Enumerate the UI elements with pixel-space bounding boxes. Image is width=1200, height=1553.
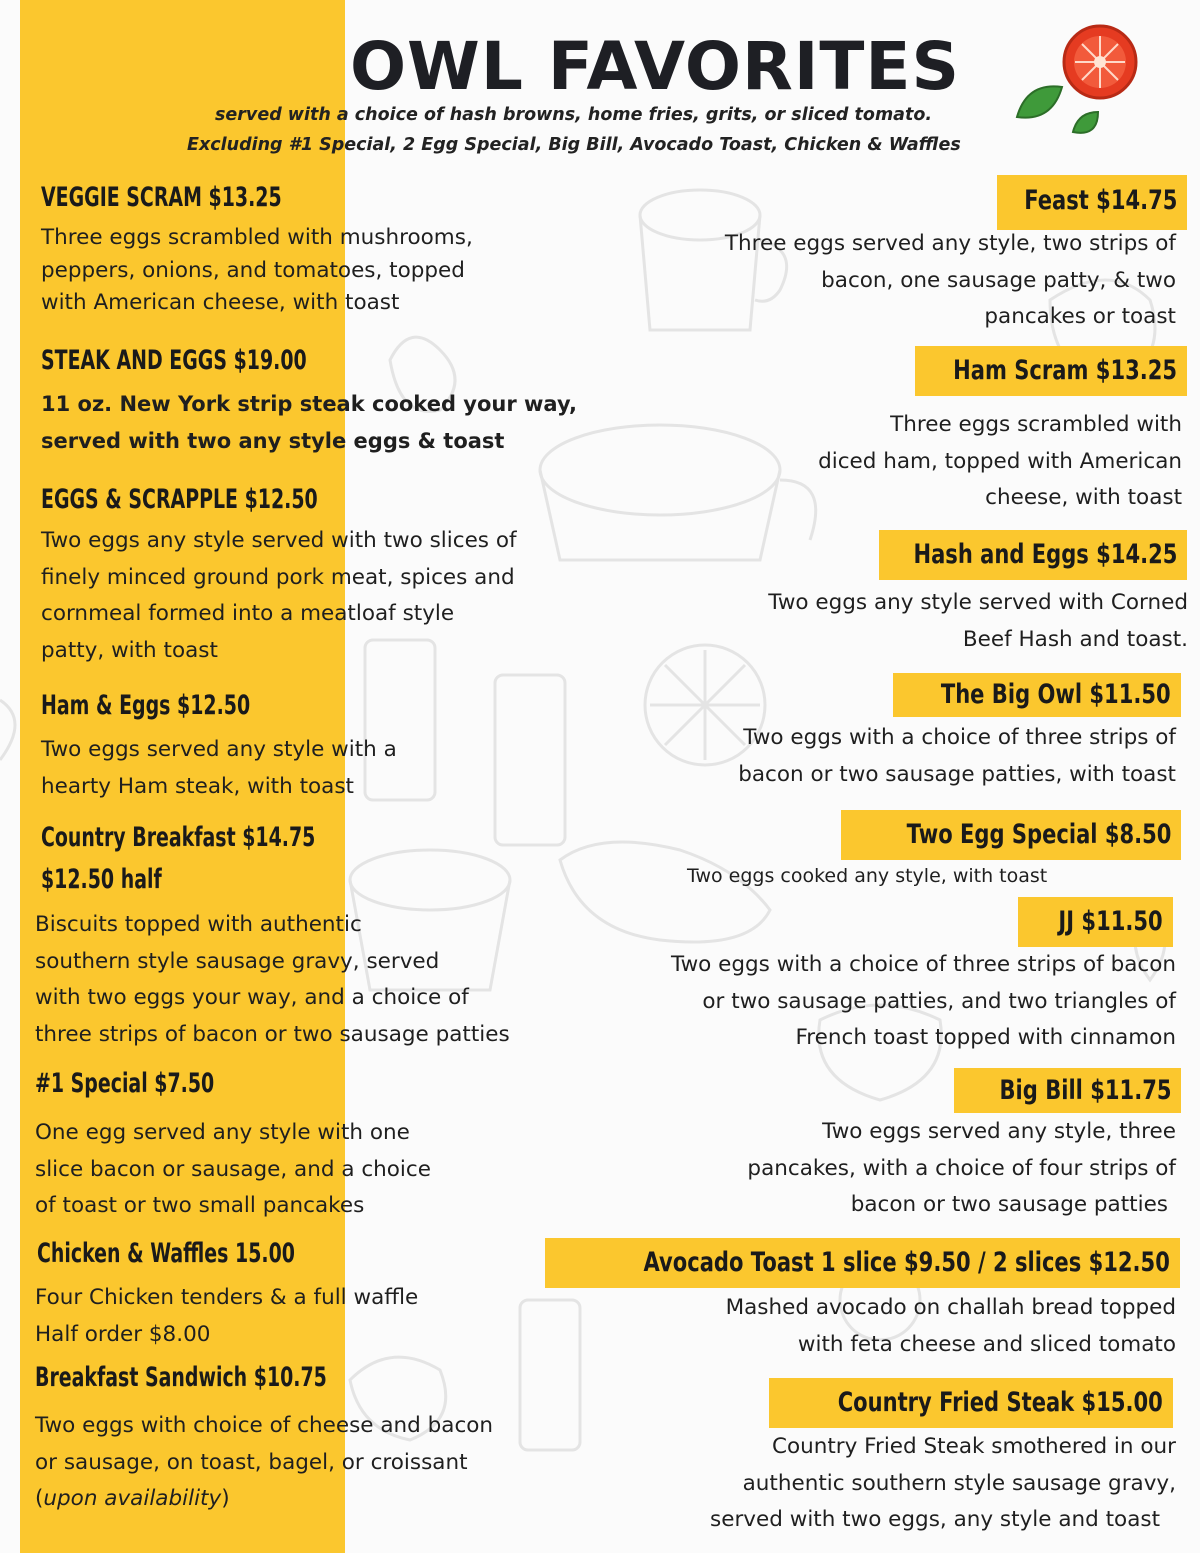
item-desc-feast xyxy=(725,226,1176,336)
desc-line: Four Chicken tenders & a full waffle xyxy=(35,1285,419,1310)
menu-title: OWL FAVORITES xyxy=(349,28,961,105)
desc-line: Two eggs any style served with Corned xyxy=(768,590,1188,615)
item-header-country-fried-steak xyxy=(769,1378,1173,1428)
item-name-big-owl: The Big Owl $11.50 xyxy=(941,679,1171,710)
desc-line: hearty Ham steak, with toast xyxy=(41,773,354,799)
desc-line: served with two any style eggs & toast xyxy=(41,428,505,453)
desc-line: or two sausage patties, and two triangles of xyxy=(702,988,1176,1014)
desc-line: Two eggs served any style, three xyxy=(822,1119,1176,1144)
item-header-big-owl xyxy=(893,673,1181,717)
desc-line: Mashed avocado on challah bread topped xyxy=(725,1295,1176,1320)
desc-line: finely minced ground pork meat, spices and xyxy=(41,564,515,590)
desc-line: Two eggs with a choice of three strips of xyxy=(743,725,1176,750)
item-name-ham-eggs: Ham & Eggs $12.50 xyxy=(41,690,251,721)
item-desc-breakfast-sandwich xyxy=(35,1408,493,1518)
item-desc-avocado-toast xyxy=(726,1290,1176,1363)
item-header-hash-and-eggs xyxy=(879,530,1187,580)
desc-line: Two eggs any style served with two slices of xyxy=(41,528,517,553)
item-desc-number-one-special xyxy=(35,1115,431,1225)
desc-line: or sausage, on toast, bagel, or croissant xyxy=(35,1449,468,1475)
item-name-jj: JJ $11.50 xyxy=(1058,906,1163,937)
item-header-avocado-toast xyxy=(545,1238,1180,1288)
item-header-big-bill xyxy=(954,1068,1181,1113)
desc-line: three strips of bacon or two sausage patties xyxy=(35,1021,510,1047)
item-desc-country-fried-steak xyxy=(710,1429,1176,1539)
item-desc-two-egg-special xyxy=(687,860,1047,892)
item-name-feast: Feast $14.75 xyxy=(1023,185,1177,216)
desc-line: Three eggs served any style, two strips of xyxy=(724,231,1176,256)
item-name-veggie-scram: VEGGIE SCRAM $13.25 xyxy=(41,182,282,213)
item-desc-hash-and-eggs xyxy=(768,585,1188,658)
desc-line: with two eggs your way, and a choice of xyxy=(35,985,469,1010)
item-name-chicken-waffles: Chicken & Waffles 15.00 xyxy=(37,1238,295,1269)
desc-line: bacon, one sausage patty, & two xyxy=(821,267,1176,293)
desc-line: Two eggs with a choice of three strips of bacon xyxy=(671,952,1176,977)
desc-line: Country Fried Steak smothered in our xyxy=(771,1434,1176,1459)
desc-line: slice bacon or sausage, and a choice xyxy=(35,1156,431,1182)
desc-line: One egg served any style with one xyxy=(35,1120,410,1145)
item-desc-eggs-scrapple xyxy=(41,523,517,669)
desc-line: cheese, with toast xyxy=(985,485,1182,510)
desc-line: Two eggs served any style with a xyxy=(41,737,397,762)
desc-line: Three eggs scrambled with mushrooms, xyxy=(41,225,473,250)
desc-line: Half order $8.00 xyxy=(35,1321,211,1347)
desc-line: French toast topped with cinnamon xyxy=(795,1025,1176,1050)
item-name-country-breakfast: Country Breakfast $14.75 xyxy=(41,822,316,853)
desc-line: bacon or two sausage patties xyxy=(850,1192,1168,1217)
desc-line: diced ham, topped with American xyxy=(818,448,1182,474)
item-desc-chicken-waffles xyxy=(35,1280,418,1353)
item-name-country-fried-steak: Country Fried Steak $15.00 xyxy=(837,1387,1163,1418)
desc-line: cornmeal formed into a meatloaf style xyxy=(41,601,455,626)
desc-line: Biscuits topped with authentic xyxy=(35,912,362,937)
item-name-eggs-scrapple: EGGS & SCRAPPLE $12.50 xyxy=(41,484,318,515)
item-desc-country-breakfast xyxy=(35,907,510,1053)
item-desc-ham-scram xyxy=(818,407,1182,517)
desc-line: of toast or two small pancakes xyxy=(35,1193,365,1218)
desc-line: Two eggs with choice of cheese and bacon xyxy=(35,1413,494,1438)
desc-line: Beef Hash and toast. xyxy=(962,626,1188,652)
subtitle-sides: served with a choice of hash browns, home fries, grits, or sliced tomato. xyxy=(215,105,933,125)
item-name-avocado-toast: Avocado Toast 1 slice $9.50 / 2 slices $12.50 xyxy=(643,1247,1170,1278)
item-name-steak-and-eggs: STEAK AND EGGS $19.00 xyxy=(41,345,307,376)
subtitle-exclusions: Excluding #1 Special, 2 Egg Special, Big Bill, Avocado Toast, Chicken & Waffles xyxy=(187,135,961,155)
item-name-country-breakfast-half: $12.50 half xyxy=(41,864,162,895)
desc-line: authentic southern style sausage gravy, xyxy=(742,1470,1176,1496)
item-desc-jj xyxy=(671,947,1176,1057)
item-desc-big-owl xyxy=(738,720,1176,793)
item-header-ham-scram xyxy=(915,346,1187,396)
item-name-ham-scram: Ham Scram $13.25 xyxy=(953,355,1177,386)
availability-text: upon availability xyxy=(43,1486,222,1511)
item-desc-veggie-scram xyxy=(41,222,473,320)
desc-line: served with two eggs, any style and toast xyxy=(710,1507,1160,1532)
desc-line: pancakes or toast xyxy=(984,304,1176,329)
desc-line: Three eggs scrambled with xyxy=(890,412,1182,437)
item-name-number-one-special: #1 Special $7.50 xyxy=(35,1068,215,1099)
item-desc-big-bill xyxy=(747,1114,1176,1224)
item-header-two-egg-special xyxy=(841,810,1181,860)
desc-line: southern style sausage gravy, served xyxy=(35,948,440,974)
item-desc-steak-and-eggs xyxy=(41,386,577,459)
desc-line: with feta cheese and sliced tomato xyxy=(797,1331,1176,1357)
desc-line: pancakes, with a choice of four strips of xyxy=(747,1155,1176,1181)
item-name-breakfast-sandwich: Breakfast Sandwich $10.75 xyxy=(35,1362,327,1393)
desc-line: peppers, onions, and tomatoes, topped xyxy=(41,257,465,283)
tomato-basil-icon xyxy=(1005,22,1155,152)
desc-line: 11 oz. New York strip steak cooked your way, xyxy=(41,392,577,416)
item-desc-ham-eggs xyxy=(41,732,397,805)
desc-line: with American cheese, with toast xyxy=(41,290,400,315)
desc-line: Two eggs cooked any style, with toast xyxy=(687,865,1048,887)
item-name-two-egg-special: Two Egg Special $8.50 xyxy=(906,819,1171,850)
item-header-jj xyxy=(1018,897,1173,947)
item-name-hash-and-eggs: Hash and Eggs $14.25 xyxy=(913,539,1177,570)
availability-note: (upon availability) xyxy=(35,1486,230,1511)
item-name-big-bill: Big Bill $11.75 xyxy=(999,1075,1171,1106)
desc-line: patty, with toast xyxy=(41,637,218,663)
item-header-feast xyxy=(997,175,1187,230)
desc-line: bacon or two sausage patties, with toast xyxy=(738,761,1176,787)
